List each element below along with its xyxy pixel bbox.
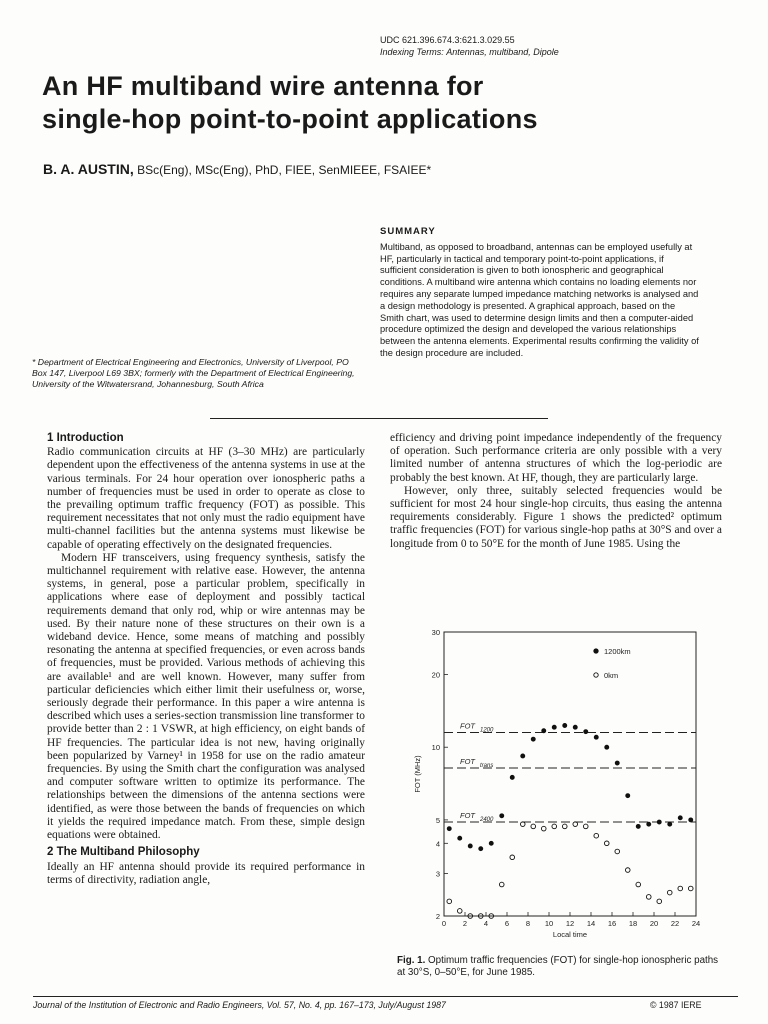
data-point-1200km — [573, 725, 577, 729]
data-point-1200km — [458, 836, 462, 840]
indexing-terms: Indexing Terms: Antennas, multiband, Dipole — [380, 47, 559, 57]
data-point-1200km — [542, 729, 546, 733]
x-tick-label: 14 — [586, 919, 596, 928]
title-line-2: single-hop point-to-point applications — [42, 104, 538, 134]
data-point-1200km — [678, 816, 682, 820]
footer-divider — [33, 996, 738, 997]
x-tick-label: 6 — [504, 919, 510, 928]
author-name: B. A. AUSTIN, — [43, 161, 134, 177]
data-point-1200km — [552, 725, 556, 729]
data-point-1200km — [668, 822, 672, 826]
x-tick-label: 24 — [691, 919, 701, 928]
data-point-1200km — [563, 724, 567, 728]
legend-label: 0km — [604, 671, 619, 680]
data-point-0km — [520, 822, 525, 827]
x-tick-label: 22 — [670, 919, 680, 928]
data-point-1200km — [657, 820, 661, 824]
x-tick-label: 12 — [565, 919, 575, 928]
data-point-1200km — [626, 794, 630, 798]
data-point-0km — [678, 886, 683, 891]
y-tick-label: 3 — [435, 869, 440, 879]
data-point-0km — [510, 855, 515, 860]
author-credentials: BSc(Eng), MSc(Eng), PhD, FIEE, SenMIEEE, FSAIEE* — [137, 163, 432, 177]
data-point-0km — [625, 868, 630, 873]
y-axis-label: FOT (MHz) — [413, 755, 422, 793]
data-point-1200km — [615, 761, 619, 765]
data-point-1200km — [636, 824, 640, 828]
data-point-0km — [688, 886, 693, 891]
x-tick-label: 10 — [544, 919, 554, 928]
copyright-notice: © 1987 IERE — [650, 1000, 702, 1010]
data-point-1200km — [584, 730, 588, 734]
author-line — [43, 161, 431, 177]
data-point-0km — [573, 822, 578, 827]
legend-marker — [594, 649, 598, 653]
title-line-1: An HF multiband wire antenna for — [42, 71, 484, 101]
data-point-1200km — [647, 822, 651, 826]
column-left — [47, 432, 365, 887]
data-point-1200km — [531, 737, 535, 741]
summary-text: Multiband, as opposed to broadband, antennas can be employed usefully at HF, particularly in tactical and temporary point-to-point applications, if sufficient consideration is given to both ionospheric and geographical conditions. A multiband wire antenna which contains no loading elements nor requires any separate lumped impedance matching networks is analysed and a design methodology is presented. A graphical approach, based on the Smith chart, was used to determine design limits and then a computer-aided procedure optimized the design and developed the various relationships between the antenna elements. Experimental results confirming the validity of the design procedure are included. — [380, 241, 699, 358]
legend-marker — [594, 673, 598, 677]
caption-label: Fig. 1. — [397, 955, 426, 966]
journal-footer: Journal of the Institution of Electronic and Radio Engineers, Vol. 57, No. 4, pp. 167–173, July/August 1987 — [33, 1000, 446, 1010]
data-point-1200km — [500, 814, 504, 818]
section-heading-introduction: 1 Introduction — [47, 432, 124, 444]
data-point-1200km — [468, 844, 472, 848]
fot-reference-subscript: 2400 — [480, 817, 494, 824]
udc-code: UDC 621.396.674.3:621.3.029.55 — [380, 35, 515, 45]
x-tick-label: 20 — [649, 919, 659, 928]
fot-reference-subscript: trans — [480, 763, 494, 770]
fot-plot-area — [413, 628, 700, 939]
fot-reference-subscript: 1200 — [480, 727, 494, 734]
caption-text: Optimum traffic frequencies (FOT) for single-hop ionospheric paths at 30°S, 0–50°E, for June 1985. — [397, 955, 719, 978]
data-point-1200km — [447, 827, 451, 831]
intro-paragraph-1: Radio communication circuits at HF (3–30 MHz) are particularly dependent upon the effectiveness of the antenna systems in use at the various terminals. For 24 hour operation over ionospheric paths a number of frequencies must be used in order to operate as close to the prevailing optimum traffic frequency (FOT) as possible. This requirement necessitates that not only must the radio equipment have multi-channel facilities but the antenna systems must likewise be capable of operating effectively on the designated frequencies. — [47, 446, 365, 551]
chart-frame — [444, 632, 696, 916]
column-right — [390, 432, 722, 551]
data-point-0km — [667, 890, 672, 895]
fot-reference-label: FOT — [460, 721, 475, 731]
data-point-1200km — [521, 754, 525, 758]
x-tick-label: 18 — [628, 919, 638, 928]
figure-caption — [397, 955, 727, 979]
udc-header — [380, 34, 559, 58]
data-point-0km — [552, 824, 557, 829]
affiliation-footnote: * Department of Electrical Engineering and Electronics, University of Liverpool, PO Box 147, Liverpool L69 3BX; formerly with the Department of Electrical Engineering, University of the Witwatersrand, Johannesburg, South Africa — [32, 357, 355, 389]
x-tick-label: 16 — [607, 919, 617, 928]
data-point-0km — [646, 895, 651, 900]
data-point-0km — [657, 899, 662, 904]
legend-label: 1200km — [604, 647, 631, 656]
header-divider — [210, 418, 548, 419]
x-tick-label: 4 — [483, 919, 489, 928]
data-point-0km — [615, 849, 620, 854]
section-heading-multiband: 2 The Multiband Philosophy — [47, 846, 200, 859]
right-paragraph-1: efficiency and driving point impedance independently of the frequency of operation. Such performance criteria are only possible with a very limited number of antenna structures of which the log-periodic are probably the best known. At HF, though, they are particularly large. — [390, 432, 722, 484]
y-tick-label: 10 — [431, 743, 440, 753]
x-tick-label: 0 — [441, 919, 447, 928]
data-point-0km — [604, 841, 609, 846]
philosophy-paragraph-1: Ideally an HF antenna should provide its required performance in terms of directivity, radiation angle, — [47, 860, 365, 886]
data-point-1200km — [594, 735, 598, 739]
x-axis-label: Local time — [552, 930, 588, 939]
data-point-0km — [447, 899, 452, 904]
data-point-0km — [457, 909, 462, 914]
y-tick-label: 30 — [431, 628, 440, 637]
y-tick-label: 20 — [431, 670, 440, 680]
data-point-0km — [583, 824, 588, 829]
y-tick-label: 2 — [435, 912, 440, 921]
data-point-0km — [594, 833, 599, 838]
intro-paragraph-2: Modern HF transceivers, using frequency synthesis, satisfy the multichannel requirement with relative ease. However, the antenna systems, in general, pose a particular problem, specifically in applications where ease of deployment and possibly tactical requirements demand that only rod, whip or wire antennas may be used. By their nature none of these structures on their own is a wideband device. Hence, some means of matching and possibly resonating the antenna at specified frequencies, or even across bands of frequencies, must be provided. Various methods of achieving this are available¹ and are well known. However, many suffer from particular deficiencies which either limit their usefulness or, worse, seriously degrade their performance. In this paper a wire antenna is described which uses a series-section transmission line transformer to provide better than 2 : 1 VSWR, at high efficiency, on eight bands of HF frequencies. The particular idea is not new, having originally been popularized by Varney¹ in 1958 for use on the radio amateur frequencies. By using the Smith chart the configuration was analysed and computer software written to optimize its performance. The relationships between the dimensions of the antenna sections were identified, as were those between the bands of frequencies on which it yields the required impedance match. From these, simple design equations were obtained. — [47, 551, 365, 842]
paper-title — [42, 70, 742, 136]
data-point-1200km — [689, 818, 693, 822]
data-point-1200km — [489, 841, 493, 845]
summary-block — [380, 226, 700, 360]
fot-chart — [406, 620, 742, 940]
y-tick-label: 4 — [435, 839, 440, 849]
data-point-0km — [636, 882, 641, 887]
y-tick-label: 5 — [435, 815, 440, 825]
fot-reference-label: FOT — [460, 757, 475, 767]
data-point-0km — [541, 826, 546, 831]
data-point-1200km — [479, 847, 483, 851]
data-point-1200km — [605, 745, 609, 749]
data-point-0km — [562, 824, 567, 829]
data-point-1200km — [510, 775, 514, 779]
summary-heading: SUMMARY — [380, 226, 436, 237]
fot-reference-label: FOT — [460, 811, 475, 821]
data-point-0km — [531, 824, 536, 829]
right-paragraph-2: However, only three, suitably selected frequencies would be sufficient for most 24 hour single-hop circuits, thus easing the antenna requirements considerably. Figure 1 shows the predicted² optimum traffic frequencies (FOT) for various single-hop paths at 30°S and over a longitude from 0 to 50°E for the month of June 1985. Using the — [390, 484, 722, 550]
x-tick-label: 2 — [462, 919, 468, 928]
data-point-0km — [499, 882, 504, 887]
x-tick-label: 8 — [525, 919, 531, 928]
